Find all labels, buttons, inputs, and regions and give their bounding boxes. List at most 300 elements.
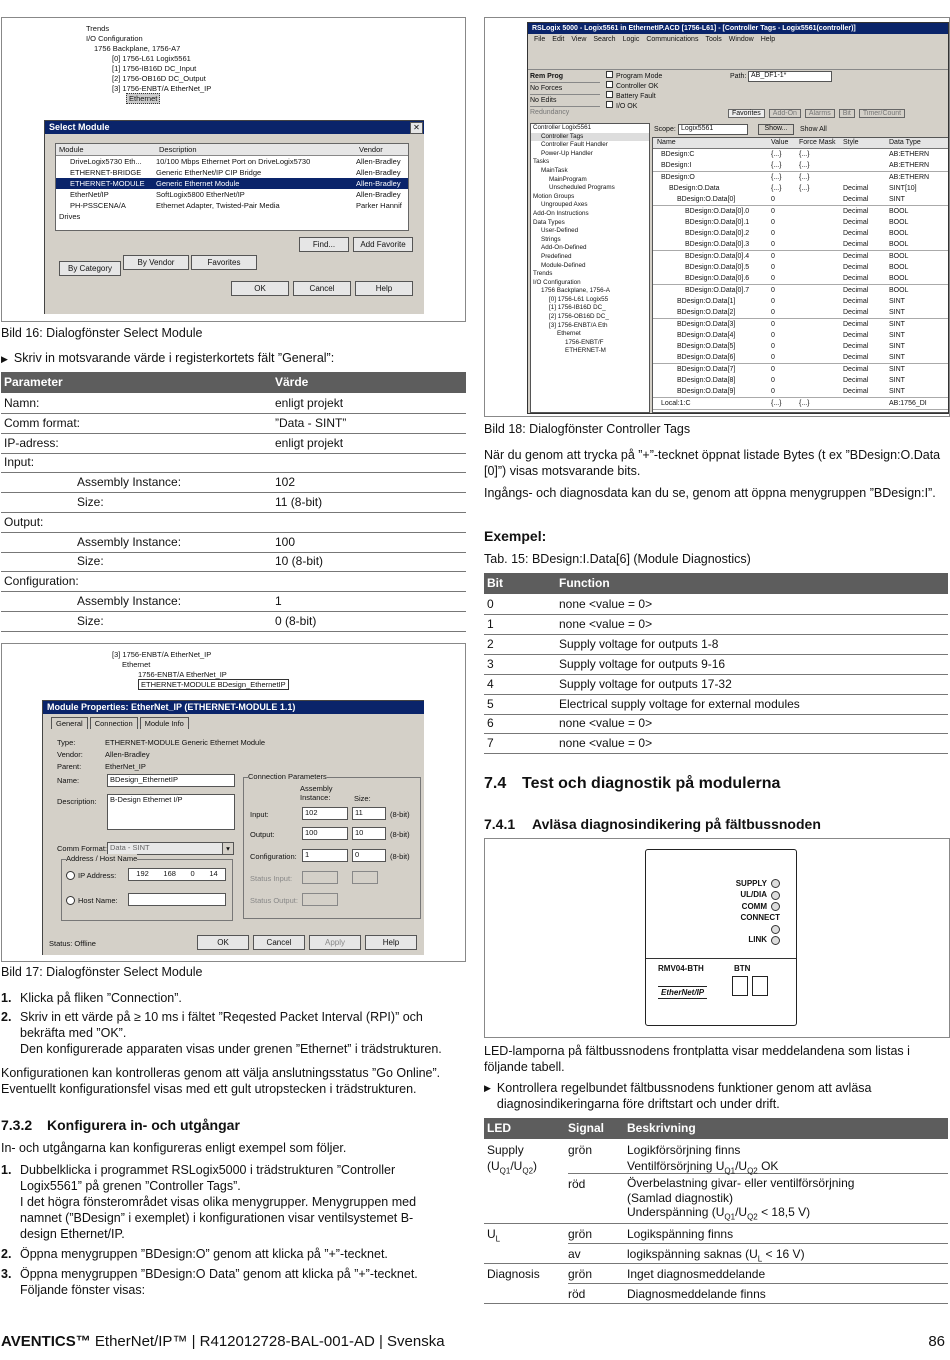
- tag-force-mask: {...}: [799, 184, 810, 192]
- grid-column-header[interactable]: Force Mask: [799, 139, 836, 146]
- fieldbus-node-drawing: [645, 849, 797, 1026]
- input-size-field[interactable]: 11: [352, 807, 386, 820]
- header-led: LED: [487, 1121, 511, 1135]
- menu-item[interactable]: View: [571, 36, 587, 43]
- section-7-4-1-heading: 7.4.1 Avläsa diagnosindikering på fältbussnoden: [484, 816, 821, 832]
- tab-by-vendor[interactable]: By Vendor: [123, 255, 189, 270]
- tag-name: BDesign:O.Data[9]: [677, 388, 736, 396]
- tag-row[interactable]: [653, 352, 949, 364]
- tag-force-mask: {...}: [799, 151, 810, 158]
- menu-item[interactable]: Edit: [552, 36, 565, 43]
- organizer-item[interactable]: Ethernet: [557, 330, 581, 338]
- bit-function: none <value = 0>: [559, 616, 653, 631]
- page-footer: [1, 1333, 947, 1350]
- organizer-item[interactable]: Add-On-Defined: [541, 244, 587, 252]
- tab-favorites[interactable]: Favorites: [191, 255, 257, 270]
- parameter-row: [1, 493, 466, 513]
- cancel-button[interactable]: Cancel: [253, 935, 305, 950]
- tree-item[interactable]: [1] 1756-IB16D DC_Input: [112, 64, 197, 73]
- tag-data-type: AB:ETHERN: [889, 173, 930, 181]
- organizer-item[interactable]: Motion Groups: [533, 192, 575, 200]
- col-assembly-instance: Assembly Instance:: [300, 784, 333, 802]
- tag-style: Decimal: [843, 331, 869, 339]
- tag-style: Decimal: [843, 297, 869, 305]
- organizer-item[interactable]: Controller Logix5561: [533, 124, 592, 131]
- organizer-item[interactable]: Module-Defined: [541, 261, 586, 269]
- instruction-16: [1, 350, 334, 367]
- tag-value: {...}: [771, 162, 782, 170]
- parameter-name: Comm format:: [4, 415, 81, 430]
- organizer-item[interactable]: Unscheduled Programs: [549, 184, 615, 192]
- parameter-row: [1, 513, 466, 533]
- organizer-item[interactable]: Controller Tags: [531, 133, 649, 142]
- tag-row[interactable]: [653, 206, 949, 218]
- led-comm-icon: [771, 902, 780, 911]
- bit-number: 1: [487, 616, 494, 631]
- tag-data-type: BOOL: [889, 264, 909, 271]
- menu-item[interactable]: Search: [593, 36, 616, 43]
- tag-name: BDesign:O.Data[2]: [677, 309, 736, 317]
- app-title: RSLogix 5000 - Logix5561 in EthernetIP.ACD [1756-L61] - [Controller Tags - Logix5561(controller)]: [532, 25, 856, 32]
- led-label-link: LINK: [748, 935, 767, 945]
- col-description[interactable]: Description: [159, 145, 197, 154]
- parameter-name: Size:: [77, 495, 104, 509]
- tag-value: 0: [771, 207, 775, 215]
- btn-label: BTN: [734, 964, 751, 973]
- grid-column-header[interactable]: Name: [657, 139, 676, 146]
- tag-row[interactable]: [653, 239, 949, 251]
- app-title-bar: [528, 23, 948, 34]
- tab-add-on[interactable]: Add-On: [769, 109, 801, 118]
- tag-row[interactable]: [653, 296, 949, 308]
- tag-value: {...}: [771, 184, 782, 192]
- tag-data-type: SINT: [889, 309, 905, 317]
- output-unit: (8-bit): [390, 830, 410, 839]
- tag-name: BDesign:O.Data[0].7: [685, 286, 750, 294]
- tag-style: Decimal: [843, 230, 869, 238]
- tree-item[interactable]: 1756 Backplane, 1756-A7: [94, 44, 181, 53]
- tag-name: BDesign:O.Data[5]: [677, 343, 736, 351]
- tag-data-type: BOOL: [889, 207, 909, 215]
- tag-data-type: BOOL: [889, 218, 909, 226]
- connection-params-group: [243, 772, 421, 919]
- config-assembly-field[interactable]: 1: [302, 849, 348, 862]
- tab15-row: [484, 734, 948, 754]
- tab-timer-counter[interactable]: Timer/Count: [859, 109, 905, 118]
- organizer-item[interactable]: Data Types: [533, 218, 565, 226]
- bit-number: 3: [487, 656, 494, 671]
- tag-name: BDesign:I: [661, 162, 692, 170]
- tree-item[interactable]: [3] 1756-ENBT/A EtherNet_IP: [112, 650, 212, 659]
- organizer-item[interactable]: MainProgram: [549, 175, 587, 183]
- btn-key-left[interactable]: [732, 976, 748, 996]
- output-assembly-field[interactable]: 100: [302, 827, 348, 840]
- dialog-title-bar: [45, 121, 424, 134]
- led-panel: [730, 878, 780, 946]
- bit-function: none <value = 0>: [559, 736, 653, 751]
- grid-column-header[interactable]: Value: [771, 139, 789, 146]
- paragraph-bits: När du genom att trycka på ”+”-tecknet öppnat listade Bytes (t ex ”BDesign:O.Data [0]”) visas motsvarande bits.: [484, 448, 941, 478]
- module-name: Drives: [59, 212, 81, 221]
- bit-number: 0: [487, 597, 494, 611]
- tag-row[interactable]: [653, 194, 949, 206]
- parameter-row: [1, 414, 466, 434]
- config-size-field[interactable]: 0: [352, 849, 386, 862]
- path-field[interactable]: AB_DF1-1*: [748, 71, 832, 82]
- connection-group-label: Connection Parameters: [248, 772, 327, 781]
- tag-row[interactable]: [653, 172, 949, 184]
- parameter-row: [1, 394, 466, 414]
- parameter-value: enligt projekt: [275, 435, 344, 450]
- module-vendor: Allen-Bradley: [356, 190, 401, 199]
- menu-item[interactable]: Help: [760, 36, 776, 43]
- organizer-item[interactable]: 1756 Backplane, 1756-A: [541, 287, 610, 295]
- caption-18: Bild 18: Dialogfönster Controller Tags: [484, 422, 691, 436]
- tag-row[interactable]: [653, 228, 949, 240]
- help-button[interactable]: Help: [355, 281, 413, 296]
- tag-data-type: AB:ETHERN: [889, 162, 930, 170]
- tag-style: Decimal: [843, 377, 869, 384]
- tag-name: BDesign:O.Data[0].2: [685, 230, 750, 238]
- config-unit: (8-bit): [390, 852, 410, 861]
- tree-item[interactable]: ETHERNET-MODULE BDesign_EthernetIP: [72, 680, 372, 690]
- module-vendor: Allen-Bradley: [356, 179, 401, 188]
- tree-item[interactable]: [2] 1756-OB16D DC_Output: [112, 74, 206, 83]
- tag-value: 0: [771, 354, 775, 362]
- tag-data-type: BOOL: [889, 230, 909, 238]
- tab-module-info[interactable]: Module Info: [140, 717, 189, 729]
- tag-name: BDesign:O.Data[3]: [677, 320, 736, 328]
- vendor-value: Allen-Bradley: [105, 750, 150, 759]
- organizer-item[interactable]: Add-On Instructions: [533, 209, 589, 217]
- tag-row[interactable]: [653, 285, 949, 297]
- tag-row[interactable]: [653, 160, 949, 172]
- tree-item[interactable]: 1756-ENBT/A EtherNet_IP: [138, 670, 227, 679]
- organizer-item[interactable]: I/O Configuration: [533, 278, 581, 286]
- tag-name: BDesign:O.Data[6]: [677, 354, 736, 362]
- scope-select[interactable]: Logix5561: [678, 124, 748, 135]
- tab-by-category[interactable]: By Category: [59, 261, 121, 276]
- organizer-item[interactable]: [2] 1756-OB16D DC_: [549, 313, 609, 321]
- module-row[interactable]: [56, 211, 408, 222]
- module-name: PH-PSSCENA/A: [70, 201, 126, 210]
- organizer-item[interactable]: User-Defined: [541, 227, 579, 235]
- toolbar: [528, 47, 948, 70]
- scope-label: Scope:: [654, 126, 676, 133]
- organizer-item[interactable]: Ungrouped Axes: [541, 201, 588, 209]
- tag-name: BDesign:O.Data[0].6: [685, 275, 750, 283]
- tree-item[interactable]: I/O Configuration: [86, 34, 143, 43]
- tag-data-type: AB:1756_DI: [889, 399, 927, 407]
- tab15-row: [484, 595, 948, 615]
- tag-data-type: SINT: [889, 354, 905, 362]
- led-uldia-icon: [771, 891, 780, 900]
- tag-style: Decimal: [843, 241, 869, 249]
- parameter-table-header: [1, 372, 466, 393]
- led-label-comm: COMM: [741, 901, 767, 911]
- tag-force-mask: {...}: [799, 173, 810, 181]
- dialog-title: Select Module: [49, 122, 110, 132]
- step-item: 2. Öppna menygruppen ”BDesign:O” genom att klicka på ”+”-tecknet.: [1, 1247, 388, 1261]
- tag-row[interactable]: [653, 364, 949, 376]
- tag-value: 0: [771, 331, 775, 339]
- parameter-name: Assembly Instance:: [77, 475, 182, 490]
- tab-favorites[interactable]: Favorites: [728, 109, 765, 118]
- tab-connection[interactable]: Connection: [90, 717, 138, 729]
- ok-button[interactable]: OK: [197, 935, 249, 950]
- tag-row[interactable]: [653, 386, 949, 398]
- organizer-item[interactable]: Strings: [541, 235, 561, 243]
- parameter-row: [1, 572, 466, 592]
- menu-item[interactable]: File: [534, 36, 546, 43]
- tag-name: BDesign:O.Data[1]: [677, 297, 736, 305]
- menu-item[interactable]: Communications: [646, 36, 699, 43]
- tab15-header: [484, 573, 948, 594]
- status-input-size[interactable]: [352, 871, 378, 884]
- module-name: DriveLogix5730 Eth...: [70, 157, 142, 166]
- organizer-item[interactable]: Tasks: [533, 158, 550, 166]
- chevron-down-icon[interactable]: ▾: [222, 842, 234, 855]
- led-label-supply: SUPPLY: [735, 879, 767, 888]
- parameter-value: 10 (8-bit): [275, 554, 324, 569]
- tag-name: BDesign:O.Data[0].1: [685, 218, 750, 226]
- bit-function: none <value = 0>: [559, 597, 653, 611]
- tab15-row: [484, 675, 948, 695]
- tag-value: 0: [771, 377, 775, 384]
- parameter-row: [1, 533, 466, 553]
- menu-item[interactable]: Logic: [622, 36, 640, 43]
- configuration-label: Configuration:: [250, 852, 297, 861]
- comm-format-label: Comm Format:: [57, 844, 108, 853]
- add-favorite-button[interactable]: Add Favorite: [353, 237, 413, 252]
- ok-button[interactable]: OK: [231, 281, 289, 296]
- description-label: Description:: [57, 797, 97, 806]
- grid-column-header[interactable]: Style: [843, 139, 859, 146]
- device-figure-frame: [484, 838, 950, 1038]
- led-label-ul-dia: UL/DIA: [740, 890, 767, 900]
- organizer-item[interactable]: Controller Fault Handler: [541, 141, 608, 149]
- tag-row[interactable]: [653, 319, 949, 331]
- tag-row[interactable]: [653, 307, 949, 319]
- tab15-row: [484, 655, 948, 675]
- bit-function: Supply voltage for outputs 9-16: [559, 656, 726, 671]
- section-7-3-2-heading: 7.3.2 Konfigurera in- och utgångar: [1, 1117, 240, 1133]
- header-parameter: Parameter: [4, 375, 63, 389]
- tab-general[interactable]: General: [51, 717, 88, 729]
- cancel-button[interactable]: Cancel: [293, 281, 351, 296]
- status-output-field[interactable]: [302, 893, 338, 906]
- organizer-item[interactable]: MainTask: [541, 166, 568, 174]
- help-button[interactable]: Help: [365, 935, 417, 950]
- dialog-title-bar: [43, 701, 424, 714]
- parent-value: EtherNet_IP: [105, 762, 146, 771]
- parameter-row: [1, 552, 466, 572]
- parameter-row: [1, 612, 466, 632]
- name-field[interactable]: BDesign_EthernetIP: [107, 774, 235, 787]
- tag-data-type: AB:ETHERN: [889, 151, 930, 158]
- tag-row[interactable]: [653, 251, 949, 263]
- tag-row[interactable]: [653, 149, 949, 161]
- bit-function: Supply voltage for outputs 17-32: [559, 676, 732, 691]
- led-table-header: [484, 1118, 948, 1139]
- parameter-row: [1, 473, 466, 493]
- type-label: Type:: [57, 738, 76, 747]
- bit-number: 4: [487, 676, 494, 691]
- parameter-name: IP-adress:: [4, 435, 59, 450]
- status-input-field[interactable]: [302, 871, 338, 884]
- dialog-title: Module Properties: EtherNet_IP (ETHERNET-MODULE 1.1): [47, 702, 296, 712]
- organizer-item[interactable]: ETHERNET-M: [565, 347, 606, 355]
- bit-number: 2: [487, 636, 494, 651]
- module-row[interactable]: [56, 156, 408, 167]
- tree-item[interactable]: [0] 1756-L61 Logix5561: [112, 54, 191, 63]
- type-value: ETHERNET-MODULE Generic Ethernet Module: [105, 738, 266, 747]
- bit-function: Supply voltage for outputs 1-8: [559, 636, 719, 651]
- parameter-value: 0 (8-bit): [275, 613, 317, 628]
- parameter-name: Configuration:: [4, 574, 79, 589]
- tree-item[interactable]: Trends: [86, 24, 110, 33]
- organizer-item[interactable]: Predefined: [541, 252, 572, 260]
- module-description: [156, 211, 356, 222]
- description-field[interactable]: B-Design Ethernet I/P: [107, 794, 235, 830]
- ethernetip-logo: EtherNet/IP: [658, 986, 707, 999]
- tab-alarms[interactable]: Alarms: [805, 109, 835, 118]
- tag-row[interactable]: [653, 183, 949, 195]
- close-button[interactable]: ✕: [410, 122, 423, 134]
- ip-address-field[interactable]: 192 168 0 14: [128, 868, 226, 881]
- steps-connection: [1, 990, 463, 1057]
- tree-item[interactable]: Ethernet: [64, 94, 284, 104]
- led-instruction: [484, 1080, 936, 1112]
- arrow-icon: ▶: [1, 354, 8, 364]
- menu-item[interactable]: Tools: [705, 36, 722, 43]
- tag-value: 0: [771, 320, 775, 328]
- tree-item[interactable]: Ethernet: [122, 660, 151, 669]
- tag-data-type: SINT: [889, 365, 905, 373]
- module-row[interactable]: [56, 167, 408, 178]
- tag-row[interactable]: [653, 398, 949, 410]
- ip-radio[interactable]: [66, 871, 75, 880]
- led-supply-icon: [771, 879, 780, 888]
- mode-indicators: Program Mode Controller OK Battery Fault I/O OK: [606, 71, 676, 111]
- section-7-4-heading: 7.4 Test och diagnostik på modulerna: [484, 775, 781, 792]
- path-label: Path:: [730, 73, 747, 80]
- tab15-table: [484, 573, 948, 756]
- instruction-text: Skriv in motsvarande värde i registerkortets fält ”General”:: [13, 351, 335, 365]
- status-text: Status: Offline: [49, 939, 96, 948]
- tag-row[interactable]: [653, 330, 949, 342]
- rslogix-screenshot: [527, 22, 949, 414]
- tag-name: BDesign:O.Data[0].5: [685, 264, 750, 271]
- col-vendor[interactable]: Vendor: [359, 145, 383, 154]
- tag-value: {...}: [771, 173, 782, 181]
- tab-bit[interactable]: Bit: [839, 109, 855, 118]
- select-module-screenshot: [44, 22, 424, 314]
- tag-value: 0: [771, 196, 775, 204]
- organizer-item[interactable]: Trends: [533, 270, 553, 278]
- tag-data-type: BOOL: [889, 275, 909, 283]
- ethernet-tree: [72, 650, 372, 690]
- module-vendor: Parker Hannif: [356, 201, 402, 210]
- tag-name: BDesign:O.Data[4]: [677, 331, 736, 339]
- parameter-name: Input:: [4, 455, 35, 470]
- module-list: [55, 143, 409, 231]
- tag-row[interactable]: [653, 273, 949, 285]
- tag-row[interactable]: [653, 375, 949, 387]
- tab15-row: [484, 615, 948, 635]
- tree-item[interactable]: [3] 1756-ENBT/A EtherNet_IP: [112, 84, 212, 93]
- show-button[interactable]: Show...: [758, 124, 794, 135]
- tag-data-type: BOOL: [889, 286, 909, 294]
- tab15-row: [484, 635, 948, 655]
- caption-16: Bild 16: Dialogfönster Select Module: [1, 326, 203, 340]
- host-name-field[interactable]: [128, 893, 226, 906]
- tag-value: 0: [771, 297, 775, 305]
- tag-row[interactable]: [653, 217, 949, 229]
- tag-data-type: SINT: [889, 297, 905, 305]
- tab15-row: [484, 714, 948, 734]
- header-function: Function: [559, 576, 610, 590]
- input-assembly-field[interactable]: 102: [302, 807, 348, 820]
- organizer-item[interactable]: [0] 1756-L61 Logix55: [549, 295, 609, 303]
- header-description: Beskrivning: [627, 1121, 696, 1135]
- tag-row[interactable]: [653, 262, 949, 274]
- step-item: 3. Öppna menygruppen ”BDesign:O Data” genom att klicka på ”+”-tecknet. Följande fönster visas:: [1, 1267, 418, 1297]
- btn-key-right[interactable]: [752, 976, 768, 996]
- tag-value: 0: [771, 264, 775, 271]
- grid-column-header[interactable]: Data Type: [889, 139, 921, 146]
- menu-bar: [528, 35, 948, 45]
- status-input-label: Status Input:: [250, 874, 293, 883]
- module-properties-screenshot: [42, 650, 424, 955]
- menu-item[interactable]: Window: [728, 36, 754, 43]
- output-size-field[interactable]: 10: [352, 827, 386, 840]
- tag-row[interactable]: [653, 341, 949, 353]
- page-number: 86: [928, 1333, 945, 1350]
- step-item: 2. Skriv in ett värde på ≥ 10 ms i fältet ”Reqested Packet Interval (RPI)” och bekräfta med ”OK”. Den konfigurerade apparaten visas under grenen ”Ethernet” i trädstrukturen.: [1, 1010, 442, 1056]
- parameter-value: 1: [275, 594, 282, 608]
- step-item: 1. Dubbelklicka i programmet RSLogix5000 i trädstrukturen ”Controller Logix5561” på grenen ”Controller Tags”. I det högra fönsterområdet visas olika menygrupper. Menygruppen med namnet (”BDesign” i exemplet) i konfigurationen visar ventilsystemet B-design Ethernet/IP.: [1, 1163, 417, 1241]
- parent-label: Parent:: [57, 762, 82, 771]
- parameter-row: [1, 592, 466, 612]
- module-row[interactable]: [56, 178, 408, 189]
- apply-button[interactable]: Apply: [309, 935, 361, 950]
- steps-configure: [1, 1162, 441, 1298]
- comm-format-select[interactable]: Data - SINT: [107, 842, 227, 855]
- module-description: SoftLogix5800 EtherNet/IP: [156, 190, 245, 199]
- module-row[interactable]: [56, 200, 408, 211]
- module-name: ETHERNET-BRIDGE: [70, 168, 142, 177]
- host-radio[interactable]: [66, 896, 75, 905]
- tag-value: 0: [771, 218, 775, 226]
- select-module-dialog: [44, 120, 424, 314]
- col-module[interactable]: Module: [59, 145, 84, 154]
- organizer-item[interactable]: Power-Up Handler: [541, 149, 593, 157]
- tag-value: {...}: [771, 399, 782, 407]
- organizer-item[interactable]: [3] 1756-ENBT/A Eth: [549, 321, 608, 329]
- organizer-item[interactable]: [1] 1756-IB16D DC_: [549, 304, 606, 312]
- find-button[interactable]: Find...: [299, 237, 349, 252]
- module-row[interactable]: [56, 189, 408, 200]
- figure-16-frame: [1, 17, 466, 322]
- controller-organizer: [530, 123, 650, 413]
- organizer-item[interactable]: 1756-ENBT/F: [565, 338, 604, 346]
- led-link-icon: [771, 936, 780, 945]
- arrow-icon: ▶: [484, 1083, 491, 1093]
- parameter-name: Size:: [77, 613, 104, 628]
- tag-data-type: SINT: [889, 388, 905, 396]
- parameter-row: [1, 453, 466, 473]
